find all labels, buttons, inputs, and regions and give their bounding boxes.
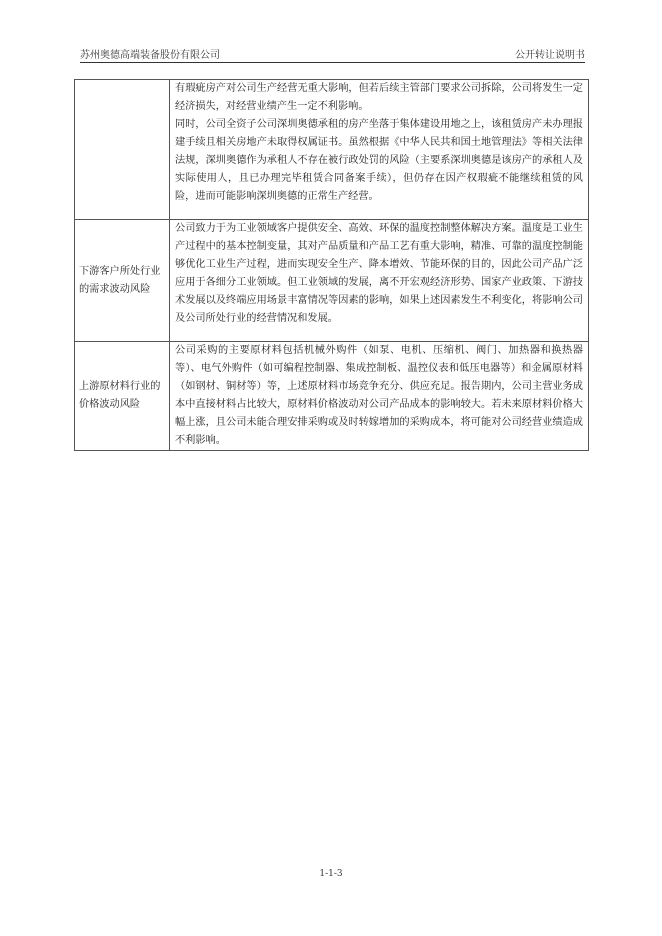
table-row (75, 80, 589, 220)
risk-paragraph: 公司采购的主要原材料包括机械外购件（如泵、电机、压缩机、阀门、加热器和换热器等）、电气外购件（如可编程控制器、集成控制板、温控仪表和低压电器等）和金属原材料（如钢材、铜材等）等，上述原材料市场竞争充分、供应充足。报告期内，公司主营业务成本中直接材料占比较大，原材料价格波动对公司产品成本的影响较大。若未来原材料价格大幅上涨，且公司未能合理安排采购或及时转嫁增加的采购成本，将可能对公司经营业绩造成不利影响。 (175, 345, 583, 446)
document-title: 公开转让说明书 (515, 50, 585, 61)
risk-description (170, 80, 589, 220)
risk-paragraph: 公司致力于为工业领域客户提供安全、高效、环保的温度控制整体解决方案。温度是工业生产过程中的基本控制变量，其对产品质量和产品工艺有重大影响，精准、可靠的温度控制能够优化工业生产过程，进而实现安全生产、降本增效、节能环保的目的，因此公司产品广泛应用于各细分工业领域。但工业领域的发展，离不开宏观经济形势、国家产业政策、下游技术发展以及终端应用场景丰富情况等因素的影响，如果上述因素发生不利变化，将影响公司及公司所处行业的经营情况和发展。 (175, 223, 583, 324)
page-header (80, 46, 585, 63)
risk-factor-table (74, 79, 589, 451)
risk-description (170, 220, 589, 342)
company-name: 苏州奥德高端装备股份有限公司 (80, 50, 220, 61)
risk-paragraph: 有瑕疵房产对公司生产经营无重大影响，但若后续主管部门要求公司拆除，公司将发生一定经济损失，对经营业绩产生一定不利影响。 (175, 83, 583, 112)
risk-label (75, 80, 170, 220)
risk-description (170, 342, 589, 451)
risk-label: 下游客户所处行业的需求波动风险 (75, 220, 170, 342)
page-number: 1-1-3 (319, 869, 343, 879)
table-row (75, 220, 589, 342)
risk-label: 上游原材料行业的价格波动风险 (75, 342, 170, 451)
table-row (75, 342, 589, 451)
risk-paragraph: 同时，公司全资子公司深圳奥德承租的房产坐落于集体建设用地之上，该租赁房产未办理报建手续且相关房地产未取得权属证书。虽然根据《中华人民共和国土地管理法》等相关法律法规，深圳奥德作为承租人不存在被行政处罚的风险（主要系深圳奥德是该房产的承租人及实际使用人，且已办理完毕租赁合同备案手续），但仍存在因产权瑕疵不能继续租赁的风险，进而可能影响深圳奥德的正常生产经营。 (175, 119, 583, 202)
